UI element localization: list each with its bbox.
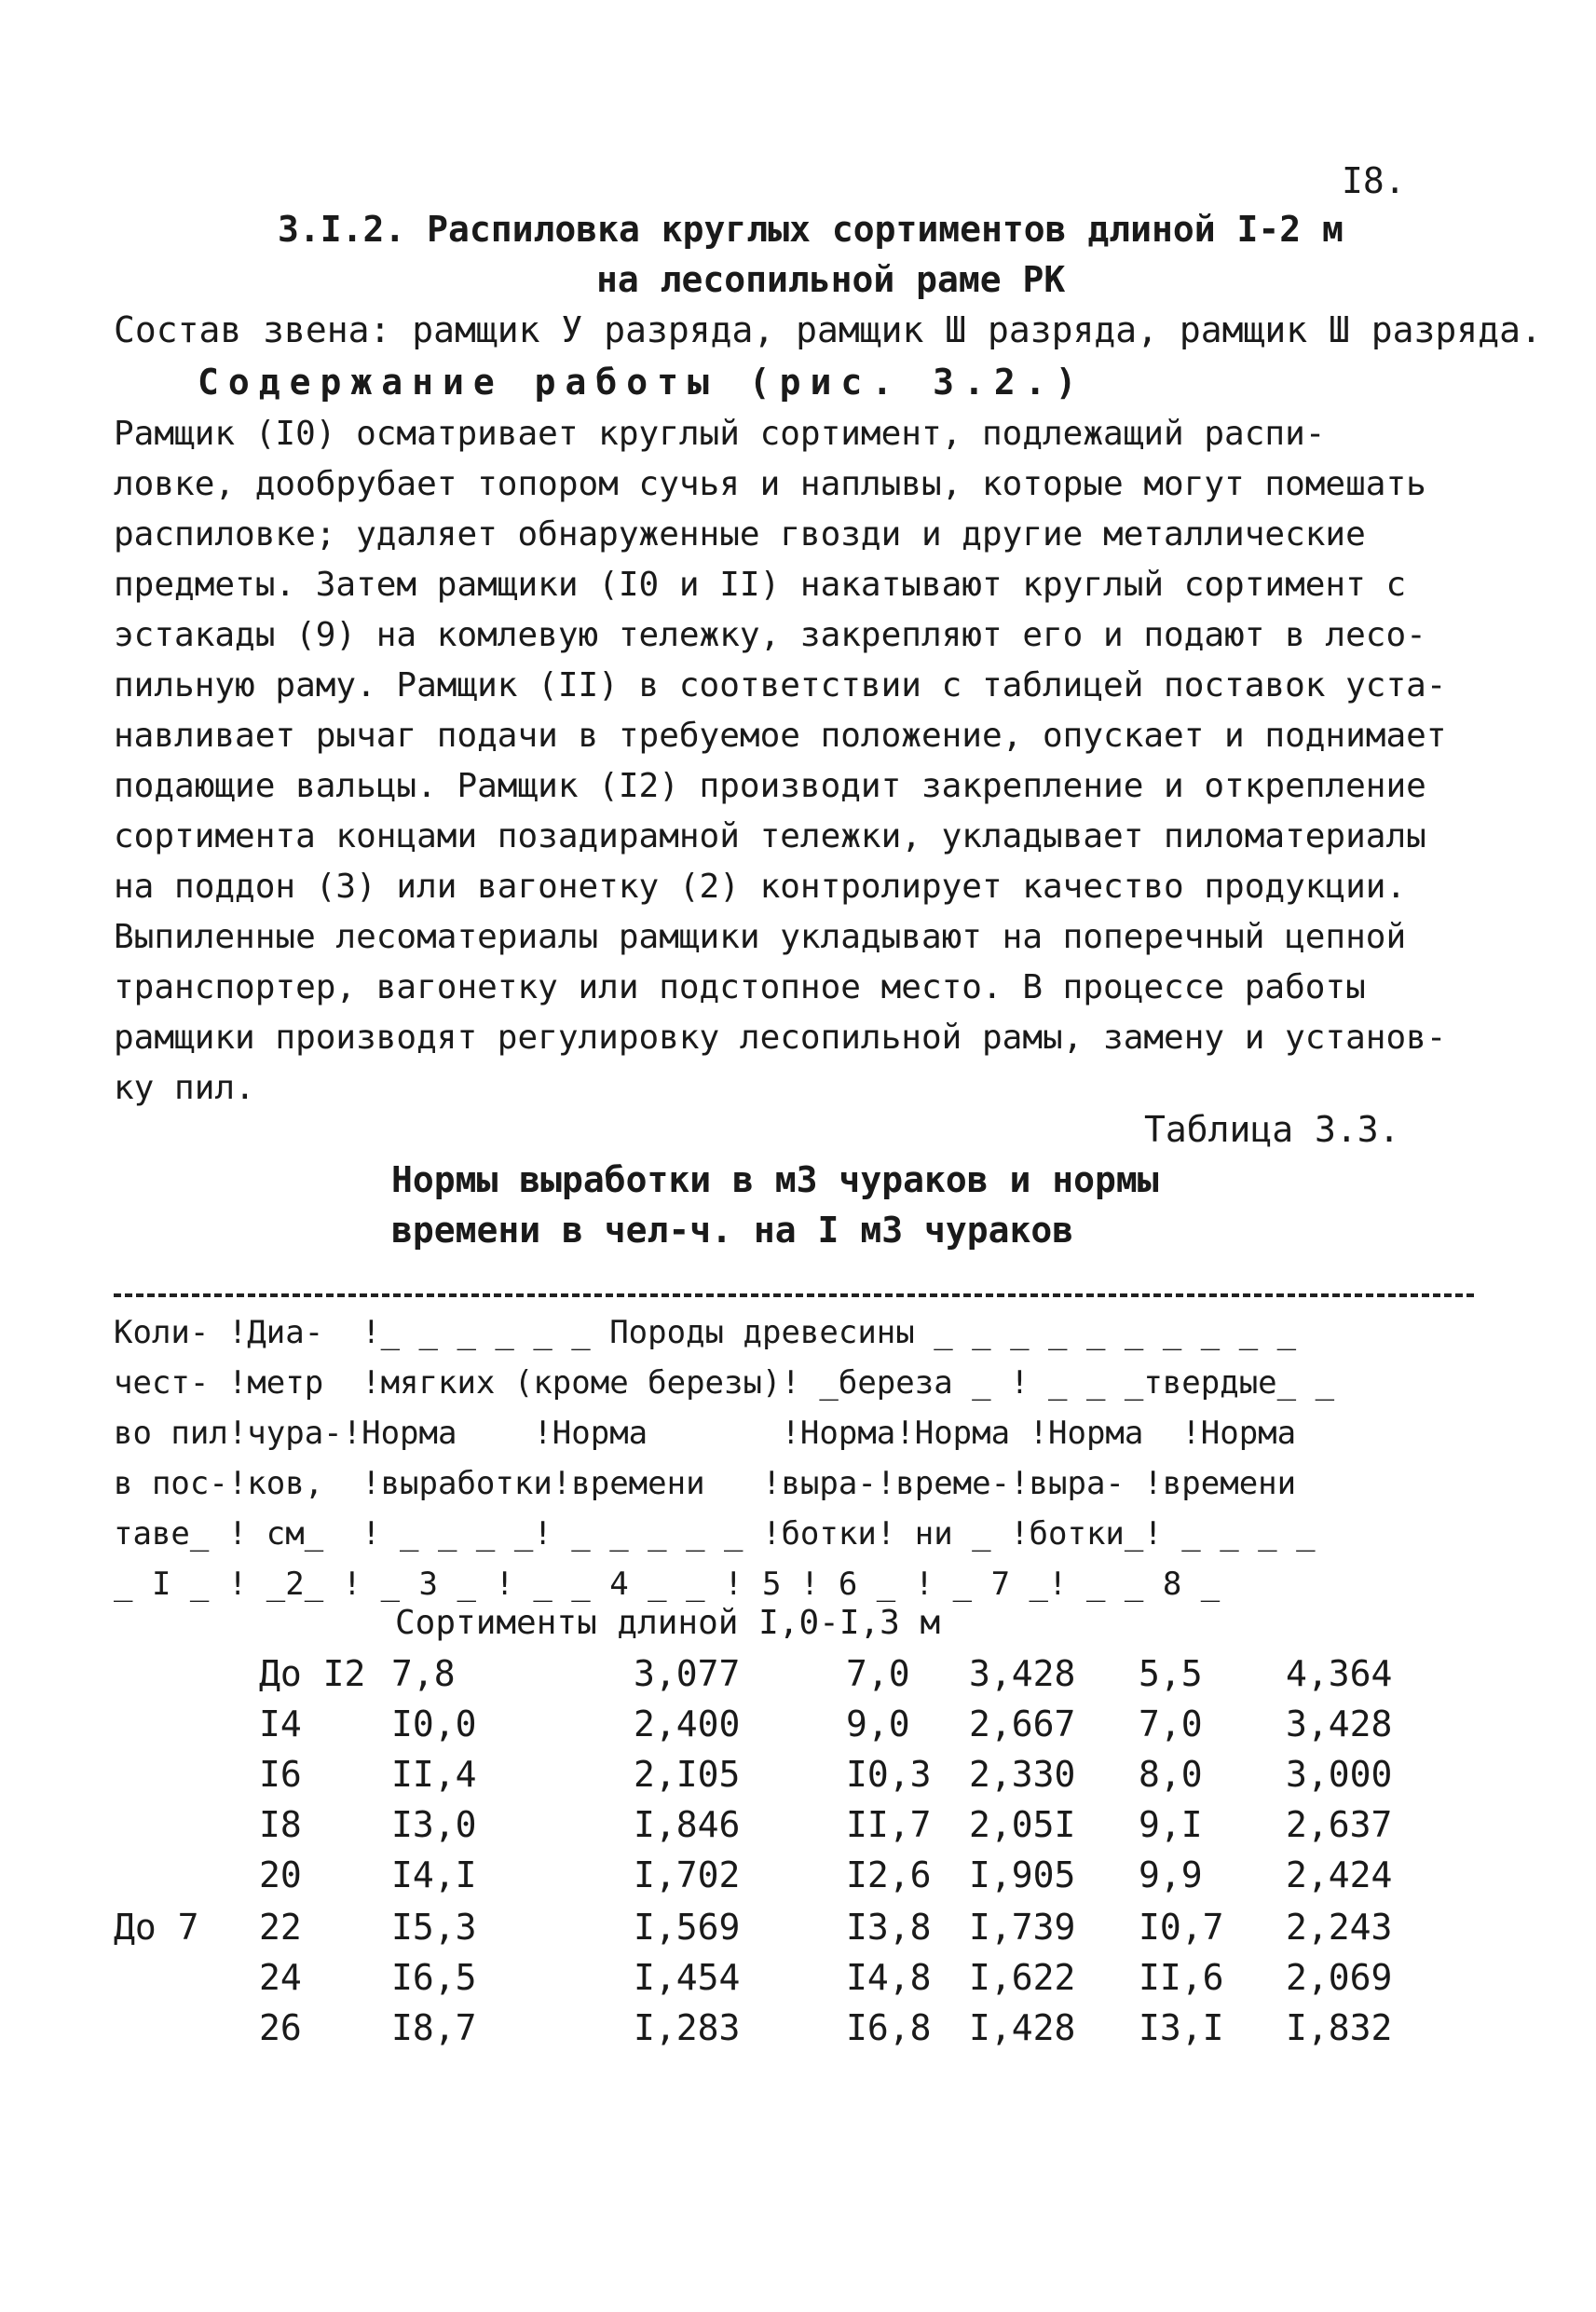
birch-time-cell: 3,428: [969, 1653, 1076, 1694]
birch-output-cell: I6,8: [846, 2007, 932, 2048]
paragraph-line: эстакады (9) на комлевую тележку, закрепляют его и подают в лесо-: [114, 616, 1426, 654]
birch-output-cell: I2,6: [846, 1854, 932, 1895]
diameter-cell: 24: [259, 1957, 302, 1998]
page-number: I8.: [1342, 160, 1406, 201]
softwood-time-cell: 2,I05: [634, 1754, 741, 1795]
paragraph-line: ловке, дообрубает топором сучья и наплывы, которые могут помешать: [114, 465, 1426, 503]
paragraph-line: предметы. Затем рамщики (I0 и II) накатывают круглый сортимент с: [114, 566, 1407, 604]
hardwood-time-cell: 2,637: [1286, 1804, 1393, 1845]
softwood-time-cell: I,454: [634, 1957, 741, 1998]
hardwood-output-cell: 7,0: [1139, 1703, 1203, 1744]
hardwood-time-cell: 2,069: [1286, 1957, 1393, 1998]
paragraph-line: пильную раму. Рамщик (II) в соответствии с таблицей поставок уста-: [114, 666, 1447, 705]
hardwood-output-cell: I0,7: [1139, 1907, 1224, 1948]
diameter-cell: До I2: [259, 1653, 366, 1694]
paragraph-line: ку пил.: [114, 1069, 255, 1107]
softwood-output-cell: II,4: [391, 1754, 477, 1795]
softwood-time-cell: I,846: [634, 1804, 741, 1845]
hardwood-time-cell: 2,424: [1286, 1854, 1393, 1895]
birch-output-cell: II,7: [846, 1804, 932, 1845]
table-header-line: Коли- !Диа- !_ _ _ _ _ _ Породы древесины _ _ _ _ _ _ _ _ _ _: [114, 1314, 1297, 1351]
softwood-output-cell: I5,3: [391, 1907, 477, 1948]
softwood-time-cell: I,702: [634, 1854, 741, 1895]
birch-output-cell: 9,0: [846, 1703, 910, 1744]
table-header-line: чест- !метр !мягких (кроме березы)! _береза _ ! _ _ _твердые_ _: [114, 1364, 1335, 1402]
softwood-output-cell: I0,0: [391, 1703, 477, 1744]
hardwood-output-cell: I3,I: [1139, 2007, 1224, 2048]
paragraph-line: распиловке; удаляет обнаруженные гвозди и другие металлические: [114, 515, 1366, 554]
paragraph-line: сортимента концами позадирамной тележки, укладывает пиломатериалы: [114, 817, 1426, 855]
table-column-numbers: _ I _ ! _2_ ! _ 3 _ ! _ _ 4 _ _ ! 5 ! 6 _ ! _ 7 _! _ _ 8 _: [114, 1566, 1221, 1603]
paragraph-line: транспортер, вагонетку или подстопное место. В процессе работы: [114, 968, 1366, 1006]
table-header-line: в пос-!ков, !выработки!времени !выра-!време-!выра- !времени: [114, 1465, 1297, 1502]
hardwood-output-cell: II,6: [1139, 1957, 1224, 1998]
softwood-output-cell: 7,8: [391, 1653, 456, 1694]
crew-composition: Состав звена: рамщик У разряда, рамщик Ш разряда, рамщик Ш разряда.: [114, 309, 1542, 350]
paragraph-line: Выпиленные лесоматериалы рамщики укладывают на поперечный цепной: [114, 918, 1407, 956]
birch-time-cell: 2,330: [969, 1754, 1076, 1795]
softwood-output-cell: I4,I: [391, 1854, 477, 1895]
diameter-cell: 26: [259, 2007, 302, 2048]
hardwood-time-cell: 4,364: [1286, 1653, 1393, 1694]
table-header-line: во пил!чура-!Норма !Норма !Норма!Норма !Норма !Норма: [114, 1415, 1297, 1452]
softwood-output-cell: I6,5: [391, 1957, 477, 1998]
hardwood-output-cell: 9,I: [1139, 1804, 1203, 1845]
paragraph-line: на поддон (3) или вагонетку (2) контролирует качество продукции.: [114, 868, 1407, 906]
hardwood-time-cell: 2,243: [1286, 1907, 1393, 1948]
hardwood-output-cell: 9,9: [1139, 1854, 1203, 1895]
birch-output-cell: I4,8: [846, 1957, 932, 1998]
saws-count-cell: До 7: [114, 1907, 199, 1948]
birch-output-cell: 7,0: [846, 1653, 910, 1694]
table-header-line: таве_ ! см_ ! _ _ _ _! _ _ _ _ _ !ботки! ни _ !ботки_! _ _ _ _: [114, 1515, 1316, 1553]
softwood-time-cell: 3,077: [634, 1653, 741, 1694]
paragraph-line: навливает рычаг подачи в требуемое положение, опускает и поднимает: [114, 717, 1447, 755]
diameter-cell: I4: [259, 1703, 302, 1744]
content-heading: Содержание работы (рис. 3.2.): [198, 362, 1086, 403]
softwood-output-cell: I8,7: [391, 2007, 477, 2048]
section-title-line-2: на лесопильной раме РК: [596, 259, 1066, 300]
diameter-cell: 20: [259, 1854, 302, 1895]
table-title-line-1: Нормы выработки в м3 чураков и нормы: [391, 1159, 1159, 1200]
birch-time-cell: I,622: [969, 1957, 1076, 1998]
birch-output-cell: I0,3: [846, 1754, 932, 1795]
birch-time-cell: I,905: [969, 1854, 1076, 1895]
birch-time-cell: 2,667: [969, 1703, 1076, 1744]
section-title-line-1: 3.I.2. Распиловка круглых сортиментов длиной I-2 м: [278, 209, 1344, 250]
paragraph-line: подающие вальцы. Рамщик (I2) производит закрепление и открепление: [114, 767, 1426, 805]
softwood-output-cell: I3,0: [391, 1804, 477, 1845]
softwood-time-cell: 2,400: [634, 1703, 741, 1744]
hardwood-time-cell: I,832: [1286, 2007, 1393, 2048]
hardwood-time-cell: 3,000: [1286, 1754, 1393, 1795]
hardwood-time-cell: 3,428: [1286, 1703, 1393, 1744]
paragraph-line: Рамщик (I0) осматривает круглый сортимент, подлежащий распи-: [114, 415, 1326, 453]
softwood-time-cell: I,283: [634, 2007, 741, 2048]
diameter-cell: 22: [259, 1907, 302, 1948]
birch-time-cell: I,739: [969, 1907, 1076, 1948]
diameter-cell: I8: [259, 1804, 302, 1845]
birch-time-cell: 2,05I: [969, 1804, 1076, 1845]
birch-output-cell: I3,8: [846, 1907, 932, 1948]
birch-time-cell: I,428: [969, 2007, 1076, 2048]
diameter-cell: I6: [259, 1754, 302, 1795]
table-section-label: Сортименты длиной I,0-I,3 м: [395, 1604, 941, 1642]
paragraph-line: рамщики производят регулировку лесопильной рамы, замену и установ-: [114, 1019, 1447, 1057]
softwood-time-cell: I,569: [634, 1907, 741, 1948]
table-caption: Таблица 3.3.: [1144, 1109, 1400, 1150]
table-title-line-2: времени в чел-ч. на I м3 чураков: [391, 1210, 1074, 1251]
hardwood-output-cell: 8,0: [1139, 1754, 1203, 1795]
table-top-rule: [114, 1293, 1474, 1297]
hardwood-output-cell: 5,5: [1139, 1653, 1203, 1694]
